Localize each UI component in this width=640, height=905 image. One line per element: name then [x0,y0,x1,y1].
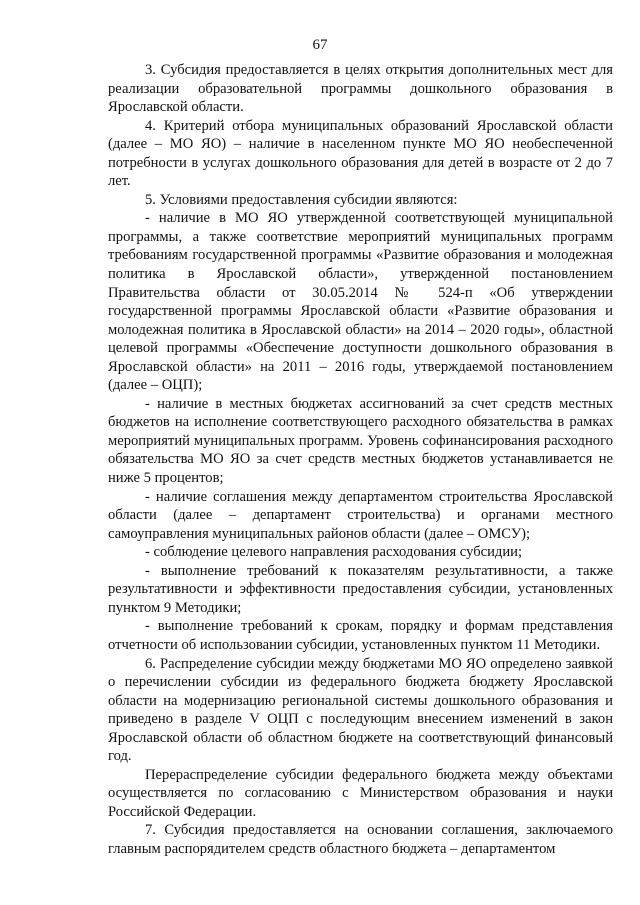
condition-agreement: - наличие соглашения между департаментом строительства Ярославской области (далее – департамент строительства) и органами местного самоуправления муниципальных районов области (далее – ОМСУ); [108,488,613,542]
paragraph-item-4: 4. Критерий отбора муниципальных образований Ярославской области (далее – МО ЯО) – наличие в населенном пункте МО ЯО необеспеченной потребности в услугах дошкольного образования для детей в возрасте от 2 до 7 лет. [108,117,613,190]
paragraph-item-3: 3. Субсидия предоставляется в целях открытия дополнительных мест для реализации образовательной программы дошкольного образования в Ярославской области. [108,62,613,116]
condition-target-use: - соблюдение целевого направления расходования субсидии; [145,544,523,561]
paragraph-item-6: 6. Распределение субсидии между бюджетами МО ЯО определено заявкой о перечислении субсидии из федерального бюджета бюджету Ярославской области на модернизацию региональной системы дошкольного образования и приведено в разделе V ОЦП с последующим внесением изменений в закон Ярославской области об областном бюджете на соответствующий финансовый год. [108,655,613,765]
condition-local-budget: - наличие в местных бюджетах ассигнований за счет средств местных бюджетов на исполнение соответствующего расходного обязательства в рамках мероприятий муниципальных программ. Уровень софинансирования расходного обязательства МО ЯО за счет средств местных бюджетов устанавливается не ниже 5 процентов; [108,395,613,487]
condition-municipal-program: - наличие в МО ЯО утвержденной соответствующей муниципальной программы, а также соответствие мероприятий муниципальных программ требованиям государственной программы «Развитие образования и молодежная политика в Ярославской области», утвержденной постановлением Правительства области от 30.05.2014 № 524-п «Об утверждении государственной программы Ярославской области «Развитие образования и молодежная политика в Ярославской области» на 2014 – 2020 годы», областной целевой программы «Обеспечение доступности дошкольного образования в Ярославской области» на 2011 – 2016 годы, утверждаемой постановлением (далее – ОЦП); [108,210,613,394]
condition-reporting: - выполнение требований к срокам, порядку и формам представления отчетности об использовании субсидии, установленных пунктом 11 Методики. [108,618,613,653]
paragraph-redistribution: Перераспределение субсидии федерального бюджета между объектами осуществляется по согласованию с Министерством образования и науки Российской Федерации. [108,766,613,820]
paragraph-item-7: 7. Субсидия предоставляется на основании соглашения, заключаемого главным распорядителем средств областного бюджета – департаментом [108,822,613,857]
page-number: 67 [312,37,328,53]
condition-performance: - выполнение требований к показателям результативности, а также результативности и эффективности предоставления субсидии, установленных пунктом 9 Методики; [108,562,613,616]
paragraph-item-5-heading: 5. Условиями предоставления субсидии являются: [145,191,458,208]
document-body [108,61,613,859]
